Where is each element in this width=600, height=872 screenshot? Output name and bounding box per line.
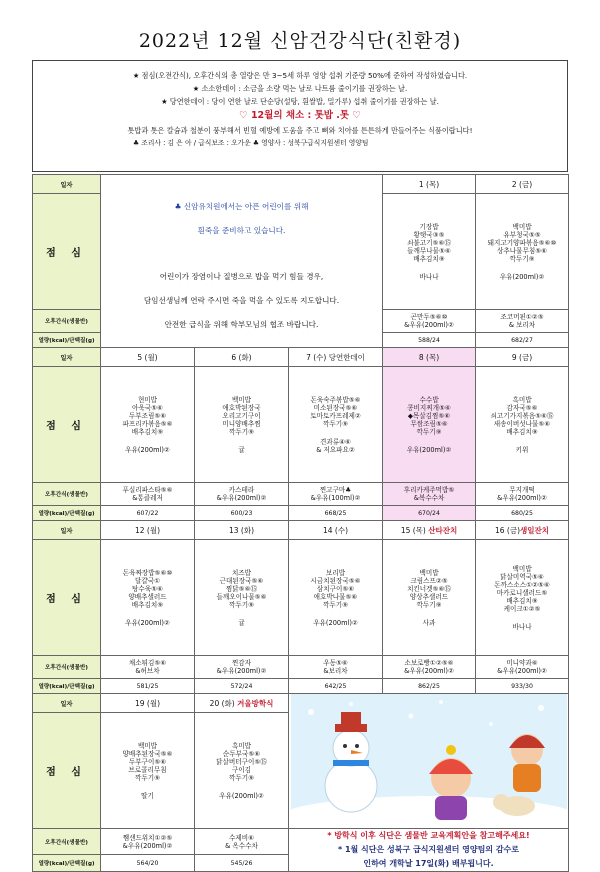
day-date: 19 (월) (101, 694, 195, 713)
snack-item: 찐감자 (231, 659, 252, 667)
menu-item: 백미밥 (512, 564, 532, 573)
menu-item: 수수밥 (419, 395, 439, 404)
notice-line: ★ 당연한데이 : 당이 연한 날로 단순당(설탕, 흰쌀밥, 밀가루) 섭취 줄이기를 권장하는 날. (161, 97, 439, 106)
menu-item: 달걀국① (134, 576, 161, 585)
menu-item: 깍두기⑨ (134, 773, 161, 782)
snack-cell (101, 829, 195, 855)
menu-item: 근대된장국⑤⑥ (219, 576, 264, 585)
menu-item: 깍두기⑨ (322, 600, 349, 609)
menu-item: 닭살버터구이⑤⑮ (216, 757, 267, 766)
menu-item: 치킨너겟⑤⑥⑮ (407, 584, 451, 593)
snack-item: 채소튀김⑤⑥ (128, 659, 167, 667)
nutrition-value: 545/26 (195, 855, 289, 872)
nutrition-value: 668/25 (289, 506, 383, 521)
menu-item: ◆목살김찜⑤⑥ (407, 411, 451, 420)
date-label: 일자 (33, 348, 101, 367)
event-note: 겨울방학식 (237, 698, 274, 708)
menu-item: 기장밥 (419, 222, 439, 231)
snack-item: & 보리차 (508, 321, 536, 329)
lunch-cell (195, 367, 289, 483)
snack-item: &우유(200ml)② (497, 667, 547, 675)
menu-item: 백미밥 (419, 568, 439, 577)
day-date: 9 (금) (476, 348, 569, 367)
vegetable-of-month: ♡ 12월의 채소 : 톳밥 .톳 ♡ (239, 110, 361, 121)
snack-item: &허브차 (135, 667, 160, 675)
menu-item: 미소된장국⑤⑥ (313, 403, 358, 412)
menu-extra: 바나나 (512, 622, 532, 631)
menu-item: 깍두기⑨ (416, 427, 442, 436)
menu-item: 오리고기구이 (222, 411, 261, 420)
lunch-cell (383, 540, 476, 656)
snack-item: &우유(200ml)② (404, 321, 454, 329)
menu-item: 브로콜리무침 (128, 765, 167, 774)
menu-item: 들깨오이나물⑤⑥ (216, 592, 267, 601)
menu-extra: 귤 (238, 618, 245, 627)
snack-item: &우유(200ml)② (122, 841, 173, 850)
menu-item: 마카로니샐러드⑤ (496, 588, 548, 597)
menu-item: 토마토카프레제② (310, 411, 361, 420)
notice-blue-1: ♣ 신암유치원에서는 아픈 어린이를 위해 (174, 202, 309, 211)
menu-extra: 우유(200ml)② (219, 791, 264, 800)
menu-item: 아욱국⑤⑥ (132, 403, 163, 412)
menu-item: 삼치구이⑤⑥ (316, 584, 355, 593)
menu-item: 깍두기⑨ (228, 600, 255, 609)
menu-item: 깍두기⑨ (416, 600, 442, 609)
snack-label: 오후간식(생물반) (33, 483, 101, 506)
menu-item: 무쌈조림⑤⑥ (410, 419, 448, 428)
menu-extra: & 저요파요② (316, 445, 355, 454)
snack-item: &우유(200ml)② (216, 494, 267, 502)
menu-extra: 우유(200ml)② (125, 445, 170, 454)
day-date: 14 (수) (289, 521, 383, 540)
vacation-note: * 1월 식단은 성북구 급식지원센터 영양팀의 감수로 (337, 845, 520, 854)
event-note: 산타잔치 (428, 525, 458, 535)
menu-item: 찜닭⑤⑥⑮ (225, 584, 258, 593)
menu-extra: 바나나 (419, 272, 439, 281)
snack-item: &우유(200ml)② (404, 667, 454, 675)
snack-item: 카스테라 (228, 486, 255, 494)
day-date: 8 (목) (383, 348, 476, 367)
snack-item: &우유(200ml)② (216, 667, 267, 675)
menu-item: 들깨무나물⑤⑥ (407, 246, 451, 255)
day-date-text: 15 (목) (400, 525, 426, 535)
snack-item: 후리카케주먹밥⑤ (403, 486, 455, 494)
nutrition-value: 581/25 (101, 679, 195, 694)
nutrition-label: 열량(kcal)/단백질(g) (33, 855, 101, 872)
menu-item: 미니양배추찜 (222, 419, 261, 428)
menu-item: 배추김치⑨ (413, 254, 445, 263)
menu-item: 콩비지찌개⑤⑥ (407, 403, 451, 412)
snack-label: 오후간식(생물반) (33, 829, 101, 855)
menu-item: 배추김치⑨ (131, 600, 164, 609)
menu-item: 상추나물무침⑤⑥ (496, 246, 548, 255)
menu-item: 깍두기⑨ (322, 419, 349, 428)
menu-item: 치즈밥 (231, 568, 252, 577)
nutrition-value: 682/27 (476, 333, 569, 348)
menu-item: 닭살미역국⑤⑥ (500, 572, 544, 581)
menu-item: 애호박나물⑤⑥ (313, 592, 358, 601)
menu-extra: 딸기 (141, 791, 154, 800)
lunch-cell (101, 367, 195, 483)
vacation-notes (289, 829, 569, 872)
nutrition-value: 670/24 (383, 506, 476, 521)
day-date: 5 (월) (101, 348, 195, 367)
menu-table (32, 174, 569, 872)
snack-cell (101, 656, 195, 679)
nutrition-value: 572/24 (195, 679, 289, 694)
snack-item: 쨈샌드위치①②⑤ (122, 833, 173, 842)
snack-item: &통클레저 (132, 494, 163, 502)
winter-illustration (289, 694, 569, 829)
snack-cell (476, 310, 569, 333)
lunch-label: 점 심 (33, 540, 101, 656)
lunch-label: 점 심 (33, 367, 101, 483)
snack-cell (383, 310, 476, 333)
nutrition-label: 열량(kcal)/단백질(g) (33, 506, 101, 521)
menu-item: 깍두기⑨ (228, 773, 255, 782)
notice-black-2: 담임선생님께 연락 주시면 죽을 먹을 수 있도록 지도합니다. (143, 296, 340, 305)
menu-item: 깍두기⑨ (509, 254, 535, 263)
event-note: 생일잔치 (520, 525, 550, 535)
menu-item: 탕수육⑤⑥ (132, 584, 163, 593)
snack-item: 푸실리파스타⑤⑥ (122, 486, 173, 494)
nutrition-value: 607/22 (101, 506, 195, 521)
menu-item: 감자국⑤⑥ (506, 403, 538, 412)
lunch-cell (195, 713, 289, 829)
menu-extra: 우유(200ml)② (406, 445, 452, 454)
menu-item: 깍두기⑨ (228, 427, 255, 436)
nutrition-value: 564/20 (101, 855, 195, 872)
menu-item: 흑미밥 (231, 741, 252, 750)
day-date-text: 16 (금) (495, 525, 521, 535)
menu-item: 황탯국③⑤ (413, 230, 445, 239)
notice-line: ★ 점심(오전간식), 오후간식의 총 열량은 만 3~5세 하루 영양 섭취 기준량 50%에 준하여 작성하였습니다. (132, 71, 468, 80)
snack-item: 수제비⑥ (228, 833, 255, 842)
lunch-cell (383, 194, 476, 310)
menu-item: 양배추샐러드 (128, 592, 167, 601)
vegetable-desc: 톳밥과 톳은 칼슘과 철분이 풍부해서 빈혈 예방에 도움을 주고 뼈와 치아를 튼튼하게 만들어주는 식품이랍니다! (127, 126, 473, 135)
menu-item: 양배추된장국⑤⑥ (122, 749, 173, 758)
snack-item: 우동⑤⑥ (323, 659, 348, 667)
snack-cell (289, 656, 383, 679)
menu-item: 배추김치⑨ (506, 427, 538, 436)
menu-item: 애호박된장국 (222, 403, 261, 412)
staff-sign: ♣ 조리사 : 김 은 아 / 급식보조 : 오가운 ♣ 영양사 : 성북구급식지원센터 영양팀 (133, 139, 369, 147)
menu-item: 돈육짜장밥⑤⑥⑩ (122, 568, 173, 577)
menu-item: 크림스프②⑤ (410, 576, 448, 585)
day-date: 6 (화) (195, 348, 289, 367)
menu-item: 양상추샐러드 (409, 592, 449, 601)
snack-item: &우유(200ml)② (497, 494, 547, 502)
nutrition-label: 열량(kcal)/단백질(g) (33, 333, 101, 348)
menu-extra: 우유(200ml)② (313, 618, 358, 627)
day-date: 2 (금) (476, 175, 569, 194)
lunch-cell (289, 540, 383, 656)
menu-item: 두부조림⑤⑥ (128, 411, 167, 420)
lunch-cell (195, 540, 289, 656)
snack-item: &보리차 (323, 667, 348, 675)
snack-item: 곤만두⑤⑥⑩ (410, 313, 448, 321)
snack-item: 미니약과⑥ (506, 659, 538, 667)
notice-blue-2: 흰죽을 준비하고 있습니다. (197, 226, 286, 235)
day-date: 12 (월) (101, 521, 195, 540)
snack-label: 오후간식(생물반) (33, 656, 101, 679)
day-date: 1 (목) (383, 175, 476, 194)
snack-label: 오후간식(생물반) (33, 310, 101, 333)
menu-extra: 우유(200ml)② (125, 618, 170, 627)
date-label: 일자 (33, 694, 101, 713)
snack-cell (195, 483, 289, 506)
nutrition-value: 680/25 (476, 506, 569, 521)
snack-cell (383, 656, 476, 679)
lunch-label: 점 심 (33, 713, 101, 829)
notice-black-1: 어린이가 장염이나 질병으로 밥을 먹기 힘들 경우, (159, 272, 324, 281)
date-label: 일자 (33, 175, 101, 194)
notice-black-3: 안전한 급식을 위해 학부모님의 협조 바랍니다. (164, 320, 319, 329)
menu-extra: 사과 (422, 618, 436, 627)
day-date-text: 20 (화) (209, 698, 235, 708)
menu-item: 쇠불고기⑤⑥⑮ (407, 238, 451, 247)
date-label: 일자 (33, 521, 101, 540)
menu-item: 케이크①②⑤ (503, 604, 541, 613)
notice-box (32, 60, 568, 172)
snack-item: &복수수차 (413, 494, 445, 502)
nutrition-value: 862/25 (383, 679, 476, 694)
menu-extra: 견과류④⑥ (320, 437, 351, 446)
menu-item: 쇠고기가지볶음⑤⑥⑮ (490, 411, 554, 420)
menu-item: 배추김치⑨ (131, 427, 164, 436)
snack-cell (476, 656, 569, 679)
menu-item: 흑미밥 (512, 395, 532, 404)
vacation-note: * 방학식 이후 식단은 샘물반 교육계획안을 참고해주세요! (327, 831, 530, 840)
nutrition-value: 588/24 (383, 333, 476, 348)
nutrition-value: 600/23 (195, 506, 289, 521)
day-date (476, 521, 569, 540)
allergy-notice (101, 175, 383, 348)
menu-item: 보리밥 (325, 568, 346, 577)
menu-item: 백미밥 (512, 222, 532, 231)
snack-cell (195, 656, 289, 679)
snack-cell (476, 483, 569, 506)
nutrition-value: 933/30 (476, 679, 569, 694)
vacation-note: 인하여 개학날 17일(화) 배부됩니다. (363, 859, 494, 868)
menu-item: 현미밥 (137, 395, 158, 404)
lunch-label: 점 심 (33, 194, 101, 310)
page-title: 2022년 12월 신암건강식단(친환경) (138, 30, 462, 52)
nutrition-label: 열량(kcal)/단백질(g) (33, 679, 101, 694)
day-date: 13 (화) (195, 521, 289, 540)
menu-extra: 우유(200ml)② (499, 272, 545, 281)
snack-item: & 옥수수차 (225, 841, 258, 850)
lunch-cell (476, 367, 569, 483)
snack-item: 찐고구마♣ (319, 486, 352, 494)
snack-cell (383, 483, 476, 506)
menu-item: 유부청국⑤⑤ (503, 230, 541, 239)
notice-line: ★ 소소한데이 : 소금을 소량 먹는 날로 나트륨 줄이기를 권장하는 날. (192, 84, 408, 93)
menu-item: 시금치된장국⑤⑥ (310, 576, 361, 585)
menu-item: 백미밥 (231, 395, 252, 404)
nutrition-value: 642/25 (289, 679, 383, 694)
menu-extra: 귤 (238, 445, 245, 454)
snack-item: 무지개떡 (509, 486, 535, 494)
day-date: 7 (수) 당연한데이 (289, 348, 383, 367)
menu-item: 두부구이⑤⑥ (128, 757, 167, 766)
lunch-cell (101, 540, 195, 656)
snack-cell (289, 483, 383, 506)
lunch-cell (383, 367, 476, 483)
menu-item: 순두부국⑤⑥ (222, 749, 261, 758)
menu-item: 새송이버섯나물⑤⑥ (493, 419, 551, 428)
snack-cell (195, 829, 289, 855)
menu-item: 배추김치⑨ (506, 596, 538, 605)
lunch-cell (289, 367, 383, 483)
snack-item: 소보로빵①②⑤⑥ (404, 659, 454, 667)
snack-cell (101, 483, 195, 506)
menu-item: 백미밥 (137, 741, 158, 750)
menu-item: 파프리카볶음⑤⑥ (122, 419, 173, 428)
menu-item: 돈까스소스①②⑤⑥ (494, 580, 550, 589)
snack-item: &우유(100ml)② (310, 494, 361, 502)
menu-item: 구이김 (231, 765, 252, 774)
menu-extra: 키위 (515, 445, 529, 454)
snack-item: 조코머핀①②⑤ (500, 313, 544, 321)
menu-item: 돼지고기양파볶음⑤⑥⑩ (487, 238, 557, 247)
menu-item: 돈육숙주볶밥⑤⑥ (310, 395, 361, 404)
day-date (195, 694, 289, 713)
lunch-cell (476, 540, 569, 656)
day-date (383, 521, 476, 540)
lunch-cell (101, 713, 195, 829)
snowman-kids-illustration (291, 694, 567, 826)
lunch-cell (476, 194, 569, 310)
